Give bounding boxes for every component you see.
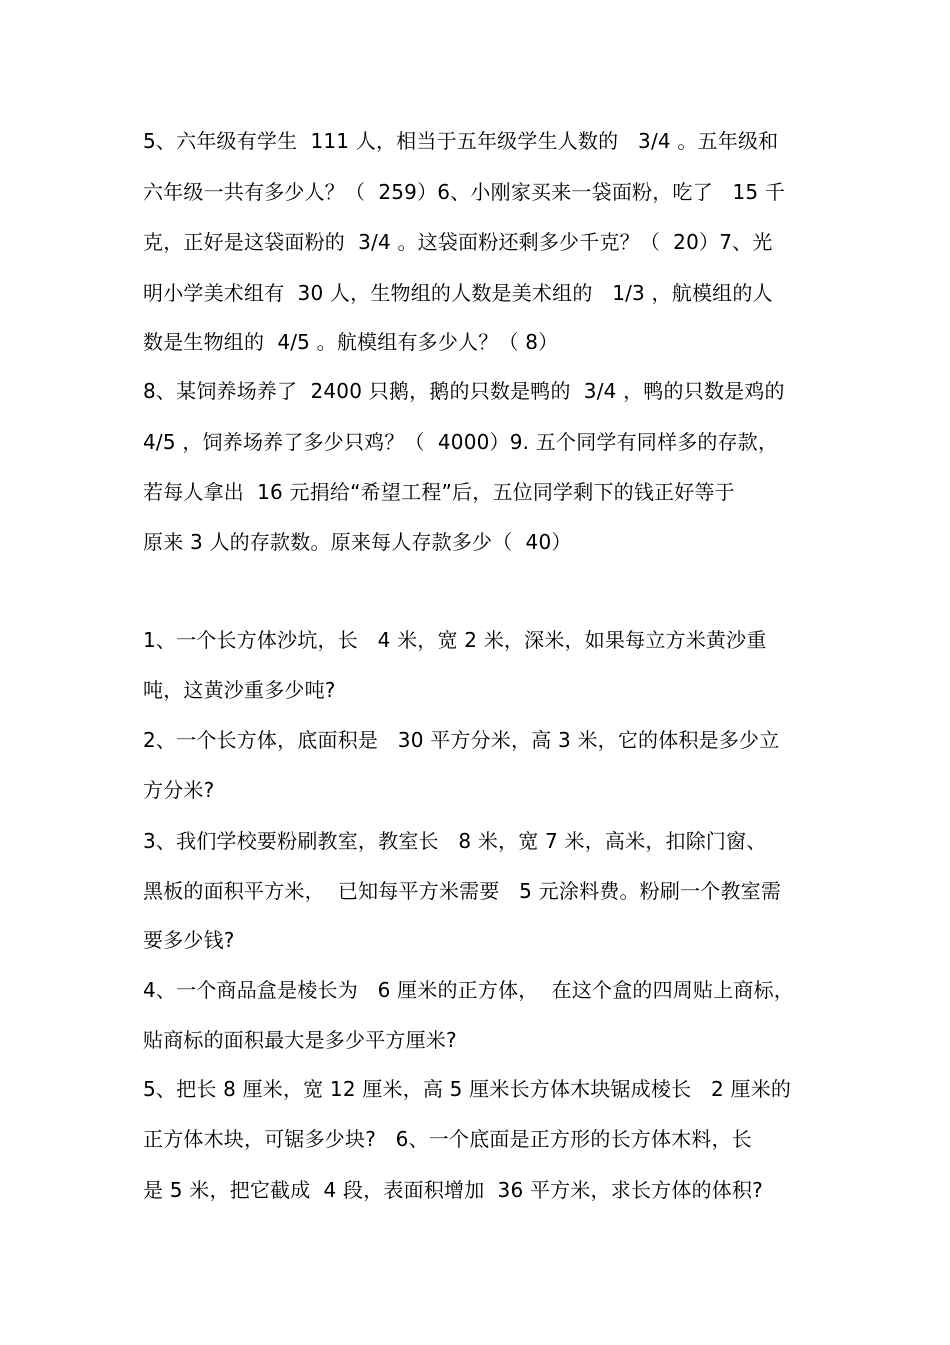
text-line: 8、某饲养场养了 2400 只鹅，鹅的只数是鸭的 3/4 ，鸭的只数是鸡的 bbox=[143, 379, 785, 403]
text-line: 贴商标的面积最大是多少平方厘米? bbox=[143, 1028, 457, 1052]
text-line: 若每人拿出 16 元捐给“希望工程”后，五位同学剩下的钱正好等于 bbox=[143, 480, 735, 504]
text-line: 4/5 ，饲养场养了多少只鸡？（ 4000）9. 五个同学有同样多的存款， bbox=[143, 430, 779, 454]
text-line: 原来 3 人的存款数。原来每人存款多少（ 40） bbox=[143, 530, 572, 554]
text-line: 5、六年级有学生 111 人，相当于五年级学生人数的 3/4 。五年级和 bbox=[143, 129, 779, 153]
text-line: 要多少钱? bbox=[143, 928, 235, 952]
text-line: 明小学美术组有 30 人，生物组的人数是美术组的 1/3 ，航模组的人 bbox=[143, 281, 773, 305]
text-line: 2、一个长方体，底面积是 30 平方分米，高 3 米，它的体积是多少立 bbox=[143, 728, 780, 752]
text-line: 正方体木块，可锯多少块? 6、一个底面是正方形的长方体木料，长 bbox=[143, 1127, 753, 1151]
text-line: 4、一个商品盒是棱长为 6 厘米的正方体， 在这个盒的四周贴上商标， bbox=[143, 978, 794, 1002]
text-line: 1、一个长方体沙坑，长 4 米，宽 2 米，深米，如果每立方米黄沙重 bbox=[143, 628, 767, 652]
text-line: 数是生物组的 4/5 。航模组有多少人？（ 8） bbox=[143, 330, 559, 354]
text-line: 黑板的面积平方米， 已知每平方米需要 5 元涂料费。粉刷一个教室需 bbox=[143, 879, 782, 903]
text-line: 吨，这黄沙重多少吨? bbox=[143, 678, 336, 702]
text-line: 是 5 米，把它截成 4 段，表面积增加 36 平方米，求长方体的体积? bbox=[143, 1178, 763, 1202]
text-line: 克，正好是这袋面粉的 3/4 。这袋面粉还剩多少千克？（ 20）7、光 bbox=[143, 230, 773, 254]
text-line: 3、我们学校要粉刷教室，教室长 8 米，宽 7 米，高米，扣除门窗、 bbox=[143, 829, 767, 853]
text-line: 六年级一共有多少人？（ 259）6、小刚家买来一袋面粉，吃了 15 千 bbox=[143, 180, 786, 204]
text-line: 方分米? bbox=[143, 778, 215, 802]
text-line: 5、把长 8 厘米，宽 12 厘米，高 5 厘米长方体木块锯成棱长 2 厘米的 bbox=[143, 1077, 792, 1101]
